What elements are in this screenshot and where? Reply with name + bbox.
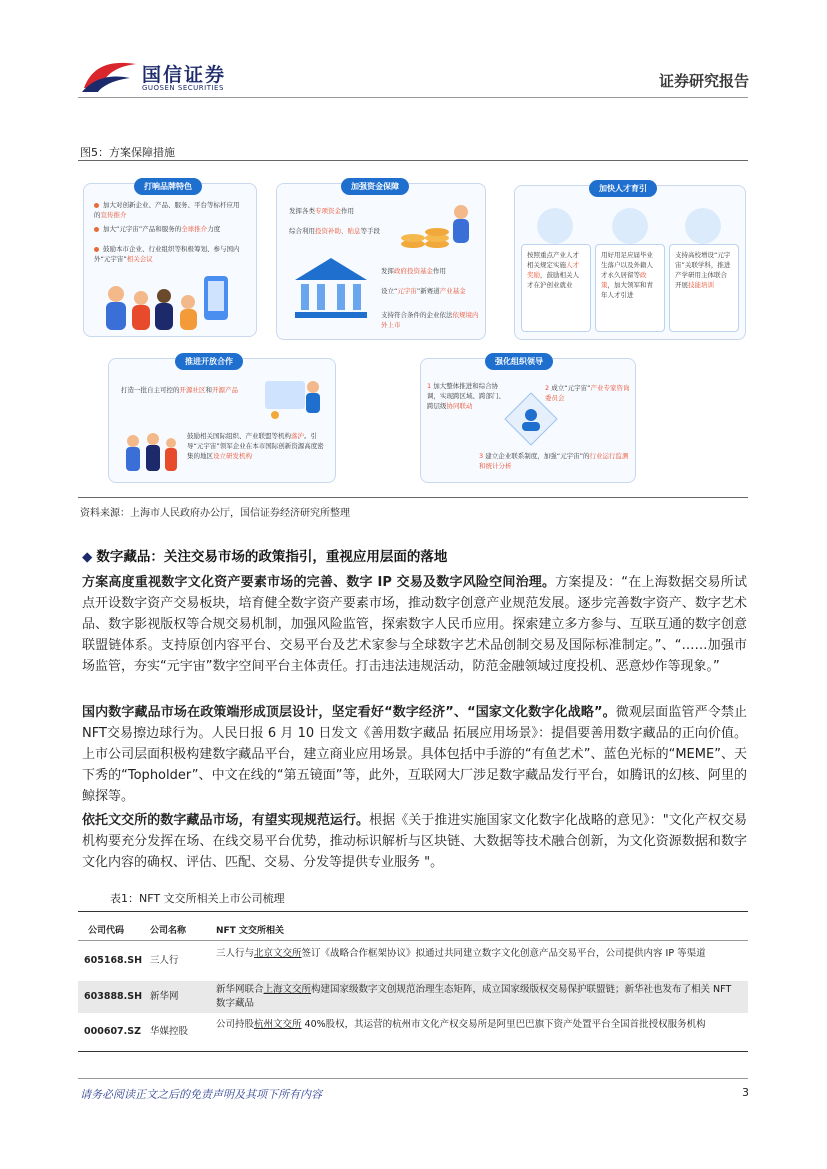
- talent-icon-3: [685, 208, 721, 244]
- brand-logo: [80, 58, 140, 94]
- paragraph-1: 方案高度重视数字文化资产要素市场的完善、数字 IP 交易及数字风险空间治理。方案提及：“在上海数据交易所试点开设数字资产交易板块，培育健全数字资产要素市场，推动数字创意产业规范发展。逐步完善数字资产、数字艺术品、数字影视版权等合规交易机制，加强风险监管，探索数字人民币应用。探索建立多方参与、互联互通的数字创意联盟链体系。支持原创内容平台、交易平台及艺术家参与全球数字艺术品创制交易及国际标准制定。”、“……加强市场监管，夯实“元宇宙”数字空间平台主体责任。打击违法违规活动，防范金融领域过度投机、恶意炒作等现象。”: [82, 575, 747, 674]
- coins-illustration: [399, 198, 479, 254]
- panel-talent-title: 加快人才育引: [589, 180, 657, 197]
- page-number: 3: [742, 1086, 749, 1099]
- table-row: 000607.SZ 华媒控股 公司持股杭州文交所 40%股权，其运营的杭州市文化产权交易所是阿里巴巴旗下资产处置平台全国首批授权服务机构: [84, 1019, 706, 1037]
- panel-funding-text-5: 支持符合条件的企业依法依规境内外上市: [381, 311, 479, 329]
- table-title: 表1：NFT 文交所相关上市公司梳理: [110, 892, 285, 905]
- footer-divider: [78, 1078, 748, 1079]
- panel-open-cooperation: [108, 358, 336, 483]
- panel-brand: [83, 183, 257, 337]
- talent-icon-1: [537, 208, 573, 244]
- figure-bottom-rule: [78, 497, 748, 498]
- panel-brand-text-1: 加大对创新企业、产品、服务、平台等标杆应用的宣传推介: [94, 201, 240, 219]
- bank-illustration: [291, 254, 371, 324]
- panel-funding: [276, 183, 486, 340]
- panel-org-text-3: 3 建立企业联系制度，加强“元宇宙”的行业运行监测和统计分析: [479, 452, 629, 470]
- brand-name-en: GUOSEN SECURITIES: [142, 84, 224, 92]
- panel-org-text-1: 1 加大整体推进和综合协调，实现跨区域、跨部门、跨层级协同联动: [427, 382, 505, 410]
- talent-card-2: 用好用足应届毕业生落户以及外籍人才永久居留等政策，加大领军和青年人才引进: [595, 244, 665, 332]
- figure-source: 资料来源：上海市人民政府办公厅，国信证券经济研究所整理: [80, 508, 350, 519]
- panel-funding-text-3: 发挥政府投资基金作用: [381, 267, 446, 275]
- table-bottom-rule: [78, 1051, 748, 1052]
- panel-funding-text-1: 发挥各类专项资金作用: [289, 207, 354, 215]
- panel-organization-title: 强化组织领导: [485, 353, 553, 370]
- report-type: 证券研究报告: [658, 72, 749, 90]
- paragraph-2: 国内数字藏品市场在政策端形成顶层设计，坚定看好“数字经济”、“国家文化数字化战略”。微观层面监管严令禁止 NFT交易擦边球行为。人民日报 6 月 10 日发文《善用数字藏品 拓展应用场景》：提倡要善用数字藏品的正向价值。上市公司层面积极构建数字藏品平台，建立商业应用场景。具体包括中手游的“有鱼艺术”、蓝色光标的“MEME”、天下秀的“Topholder”、中文在线的“第五镜面”等，此外，互联网大厂涉足数字藏品发行平台，如腾讯的幻核、阿里的鲸探等。: [82, 705, 747, 804]
- panel-funding-text-2: 综合利用投资补助、贴息等手段: [289, 227, 380, 235]
- panel-funding-text-4: 设立“元宇宙”新赛道产业基金: [381, 287, 466, 295]
- figure-top-rule: [78, 160, 748, 161]
- brand-name-cn: 国信证券: [142, 64, 227, 86]
- table-top-rule: [78, 911, 748, 912]
- table-header-nft: NFT 文交所相关: [216, 926, 284, 936]
- panel-organization: [420, 358, 636, 483]
- people-illustration: [96, 272, 246, 332]
- panel-funding-title: 加强资金保障: [341, 178, 409, 195]
- section-heading: ◆ 数字藏品：关注交易市场的政策指引，重视应用层面的落地: [82, 549, 448, 565]
- talent-card-1: 按照重点产业人才相关规定实施人才奖励，鼓励相关人才在沪创业就业: [521, 244, 591, 332]
- header-divider: [78, 97, 748, 98]
- panel-brand-title: 打响品牌特色: [134, 178, 202, 195]
- table-header-code: 公司代码: [88, 926, 125, 936]
- panel-brand-text-2: 加大“元宇宙”产品和服务的全球推介力度: [94, 224, 244, 234]
- panel-open-cooperation-title: 推进开放合作: [175, 353, 243, 370]
- talent-icon-2: [612, 208, 648, 244]
- panel-brand-text-3: 鼓励本市企业、行业组织等积极筹划、参与国内外“元宇宙”相关会议: [94, 245, 240, 263]
- paragraph-3: 依托文交所的数字藏品市场，有望实现规范运行。根据《关于推进实施国家文化数字化战略的意见》："文化产权交易机构要充分发挥在场、在线交易平台优势，推动标识解析与区块链、大数据等技术融合创新，为文化资源数据和数字文化内容的确权、评估、匹配、交易、分发等提供专业服务 "。: [82, 813, 747, 870]
- panel-talent: [514, 185, 746, 340]
- panel-org-text-2: 2 成立“元宇宙”产业专家咨询委员会: [545, 384, 630, 402]
- table-header-rule: [78, 940, 748, 941]
- collaboration-illustration: [261, 371, 327, 421]
- table-header-name: 公司名称: [150, 926, 187, 936]
- talent-card-3: 支持高校增设“元宇宙”关联学科，推进产学研用主体联合开展技能培训: [669, 244, 739, 332]
- figure-caption: 图5：方案保障措施: [80, 146, 175, 159]
- table-row: 603888.SH 新华网 新华网联合上海文交所构建国家级数字文创规范治理生态矩阵，成立国家级版权交易保护联盟链；新华社也发布了相关 NFT 数字藏品: [78, 981, 748, 1013]
- footer-disclaimer: 请务必阅读正文之后的免责声明及其项下所有内容: [80, 1088, 322, 1101]
- team-illustration: [119, 427, 179, 475]
- panel-open-text-2: 鼓励相关国际组织、产业联盟等机构落沪。引导“元宇宙”领军企业在本市国际创新资源高度密集的地区设立研发机构: [187, 432, 324, 460]
- table-row: 605168.SH 三人行 三人行与北京文交所签订《战略合作框架协议》拟通过共同建立数字文化创意产品交易平台，公司提供内容 IP 等渠道: [84, 948, 706, 966]
- panel-open-text-1: 打造一批自主可控的开源社区和开源产品: [121, 386, 238, 394]
